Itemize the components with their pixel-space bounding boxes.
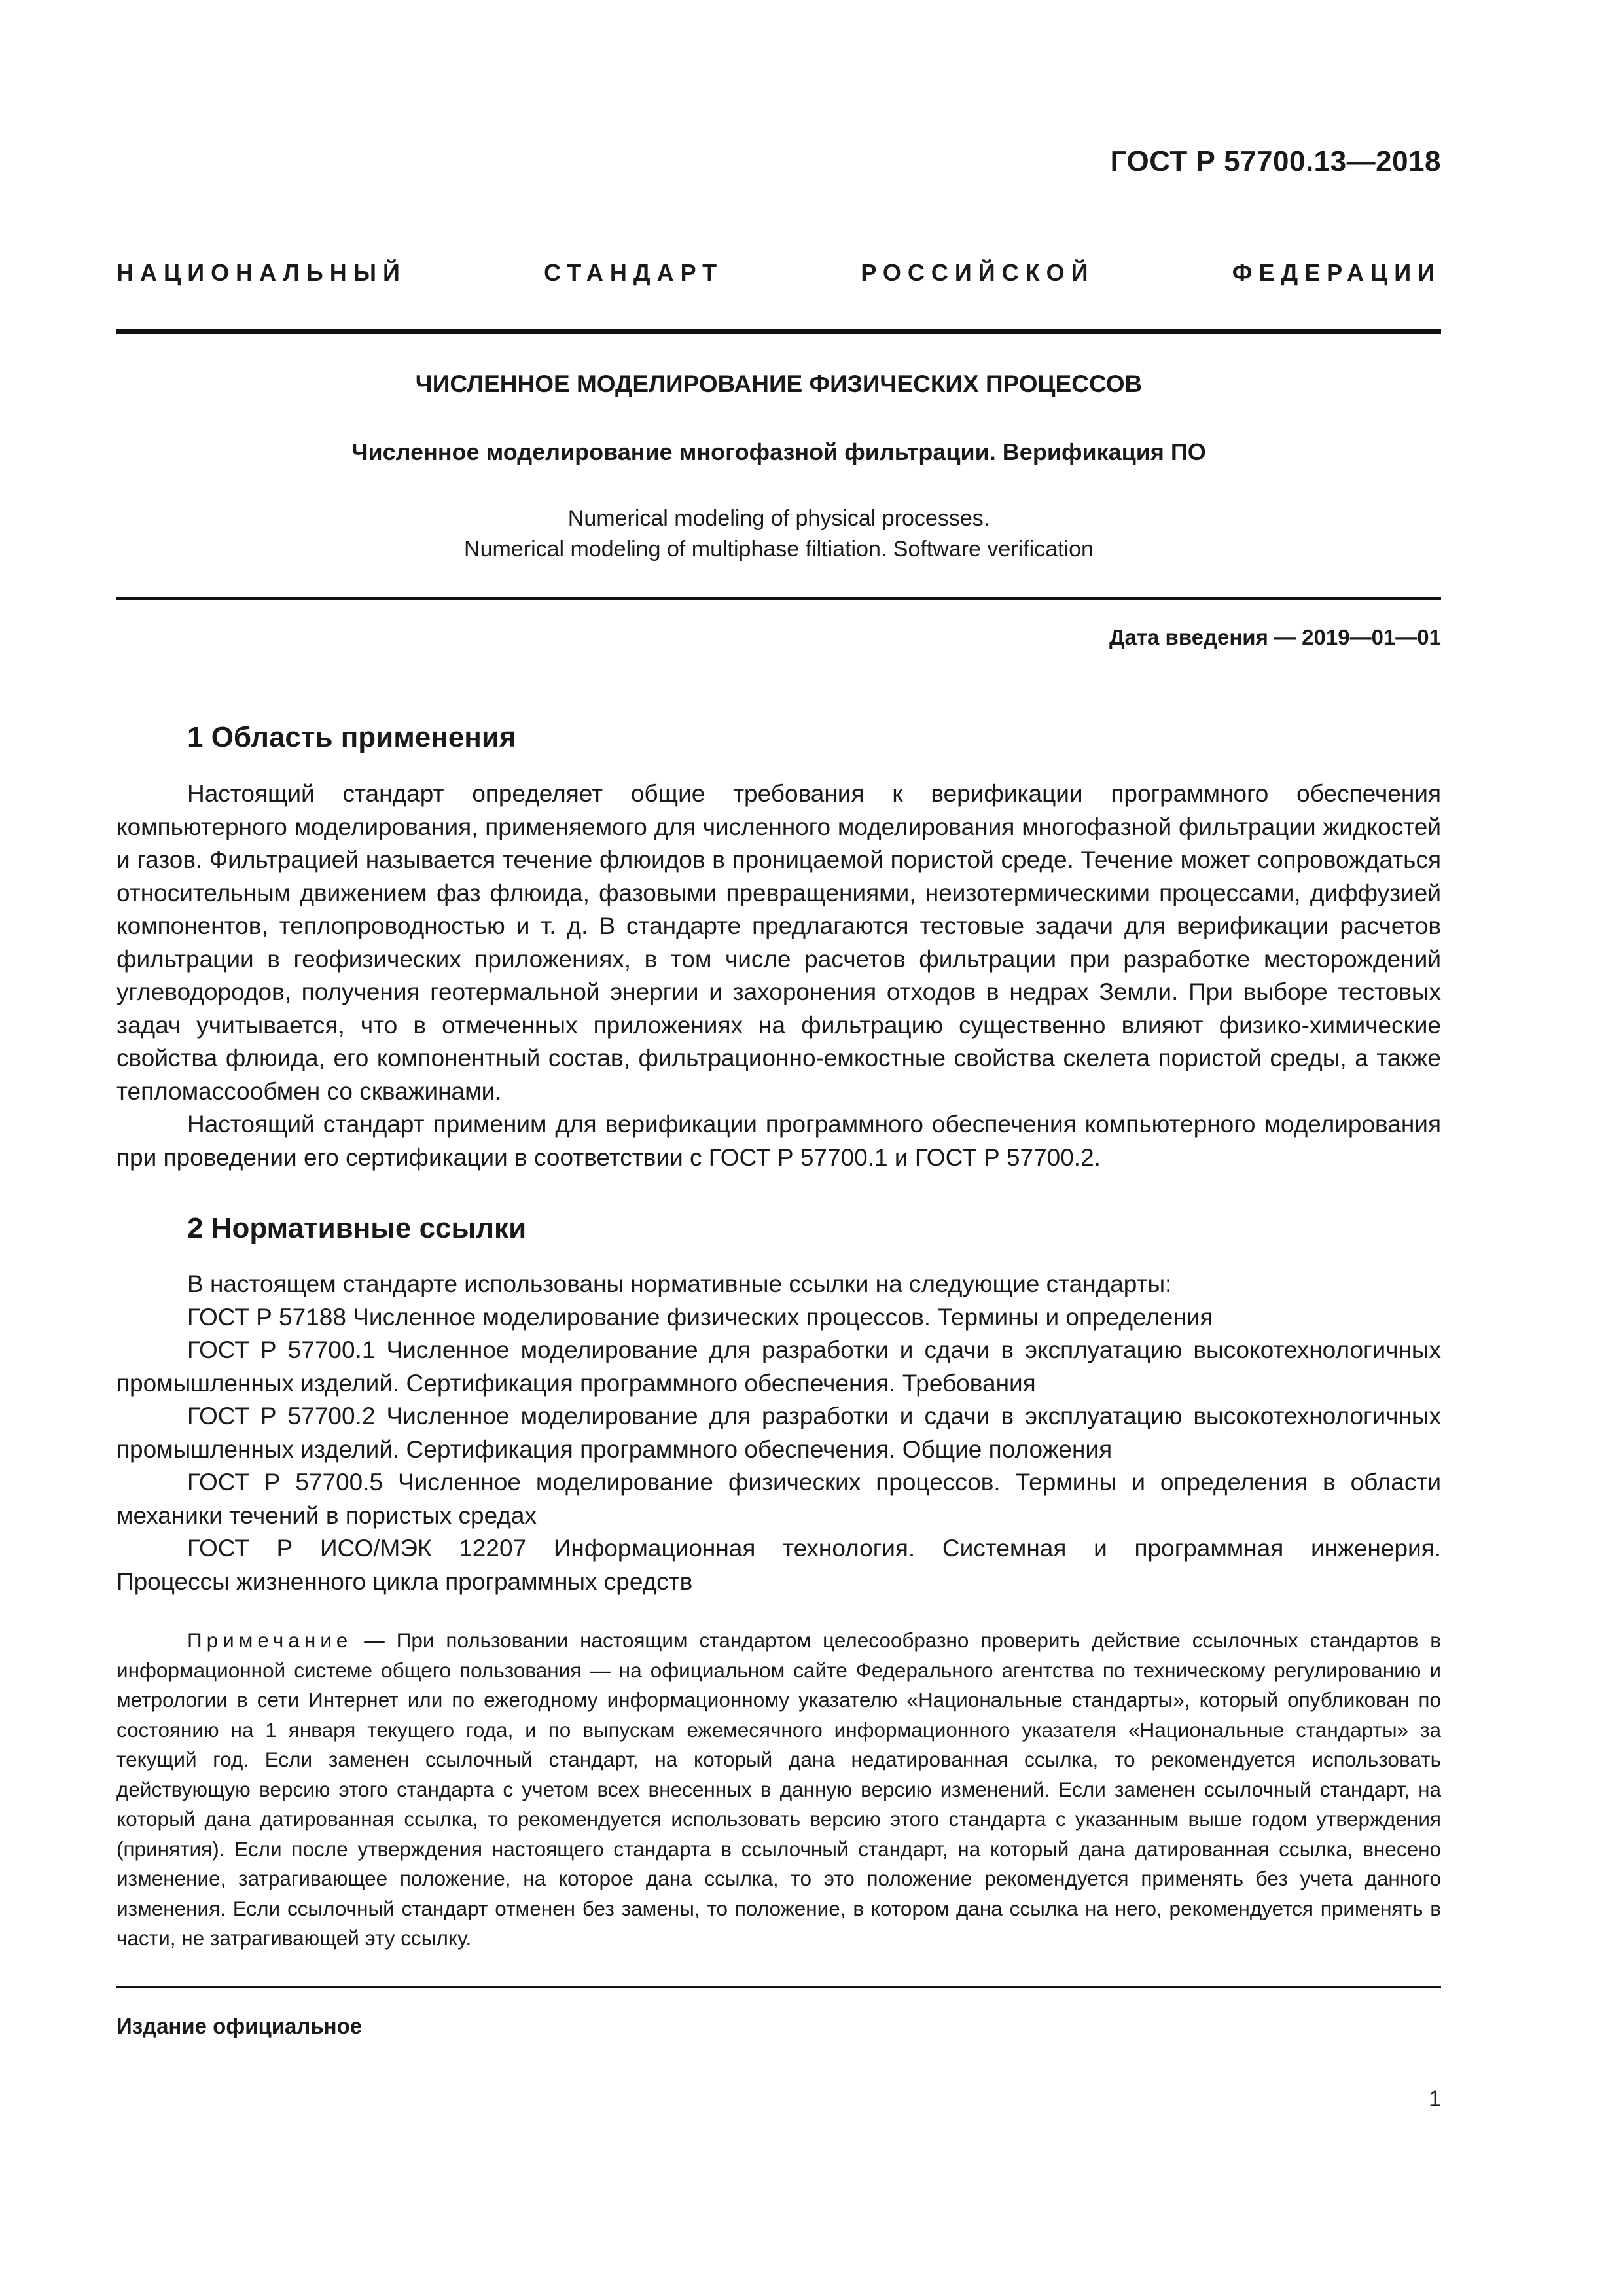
paragraph: В настоящем стандарте использованы нормативные ссылки на следующие стандарты: bbox=[187, 1270, 1172, 1297]
header-thick-rule bbox=[116, 329, 1441, 334]
paragraph: Настоящий стандарт применим для верификации программного обеспечения компьютерного моделирования при проведении его сертификации в соответствии с ГОСТ Р 57700.1 и ГОСТ Р 57700.2. bbox=[116, 1111, 1441, 1171]
reference-item-continuation: Процессы жизненного цикла программных средств bbox=[116, 1568, 693, 1595]
reference-item: ГОСТ Р 57700.5 Численное моделирование физических процессов. Термины и определения в области механики течений в пористых средах bbox=[116, 1469, 1441, 1529]
english-title-line-1: Numerical modeling of physical processes. bbox=[567, 506, 990, 531]
english-title-line-2: Numerical modeling of multiphase filtiation. Software verification bbox=[464, 537, 1094, 562]
footer-rule bbox=[116, 1986, 1441, 1988]
section-2-body bbox=[116, 1268, 1441, 1598]
reference-item: ГОСТ Р 57188 Численное моделирование физических процессов. Термины и определения bbox=[187, 1303, 1213, 1331]
section-1-body bbox=[116, 778, 1441, 1174]
page-number: 1 bbox=[1429, 2087, 1441, 2111]
reference-item: ГОСТ Р ИСО/МЭК 12207 Информационная технология. Системная и программная инженерия. bbox=[187, 1535, 1441, 1562]
reference-item: ГОСТ Р 57700.2 Численное моделирование для разработки и сдачи в эксплуатацию высокотехнологичных промышленных изделий. Сертификация программного обеспечения. Общие положения bbox=[116, 1403, 1441, 1463]
section-2-heading: 2 Нормативные ссылки bbox=[187, 1212, 527, 1244]
national-standard-title: НАЦИОНАЛЬНЫЙ СТАНДАРТ РОССИЙСКОЙ ФЕДЕРАЦИИ bbox=[116, 259, 1441, 286]
document-code: ГОСТ Р 57700.13—2018 bbox=[1110, 145, 1441, 177]
note bbox=[116, 1626, 1441, 1954]
note-text: — При пользовании настоящим стандартом целесообразно проверить действие ссылочных стандартов в информационной системе общего пользования — на официальном сайте Федерального агентства по техническому регулированию и метрологии в сети Интернет или по ежегодному информационному указателю «Национальные стандарты», который опубликован по состоянию на 1 января текущего года, и по выпускам ежемесячного информационного указателя «Национальные стандарты» за текущий год. Если заменен ссылочный стандарт, на который дана недатированная ссылка, то рекомендуется использовать действующую версию этого стандарта с учетом всех внесенных в данную версию изменений. Если заменен ссылочный стандарт, на который дана датированная ссылка, то рекомендуется использовать версию этого стандарта с указанным выше годом утверждения (принятия). Если после утверждения настоящего стандарта в ссылочный стандарт, на который дана датированная ссылка, внесено изменение, затрагивающее положение, на которое дана ссылка, то это положение рекомендуется применять без учета данного изменения. Если ссылочный стандарт отменен без замены, то положение, в котором дана ссылка на него, рекомендуется применять в части, не затрагивающей эту ссылку. bbox=[116, 1628, 1441, 1950]
document-title: ЧИСЛЕННОЕ МОДЕЛИРОВАНИЕ ФИЗИЧЕСКИХ ПРОЦЕССОВ bbox=[415, 370, 1143, 397]
reference-item: ГОСТ Р 57700.1 Численное моделирование для разработки и сдачи в эксплуатацию высокотехнологичных промышленных изделий. Сертификация программного обеспечения. Требования bbox=[116, 1336, 1441, 1397]
section-1-heading: 1 Область применения bbox=[187, 721, 516, 753]
introduction-date: Дата введения — 2019—01—01 bbox=[1109, 625, 1441, 649]
note-label: Примечание bbox=[187, 1628, 353, 1652]
title-rule bbox=[116, 597, 1441, 600]
official-edition-label: Издание официальное bbox=[116, 2014, 363, 2038]
document-subtitle: Численное моделирование многофазной фильтрации. Верификация ПО bbox=[351, 439, 1206, 465]
english-title bbox=[116, 503, 1441, 565]
paragraph: Настоящий стандарт определяет общие требования к верификации программного обеспечения компьютерного моделирования, применяемого для численного моделирования многофазной фильтрации жидкостей и газов. Фильтрацией называется течение флюидов в проницаемой пористой среде. Течение может сопровождаться относительным движением фаз флюида, фазовыми превращениями, неизотермическими процессами, диффузией компонентов, теплопроводностью и т. д. В стандарте предлагаются тестовые задачи для верификации расчетов фильтрации в геофизических приложениях, в том числе расчетов фильтрации при разработке месторождений углеводородов, получения геотермальной энергии и захоронения отходов в недрах Земли. При выборе тестовых задач учитывается, что в отмеченных приложениях на фильтрацию существенно влияют физико-химические свойства флюида, его компонентный состав, фильтрационно-емкостные свойства скелета пористой среды, а также тепломассообмен со скважинами. bbox=[116, 780, 1441, 1105]
